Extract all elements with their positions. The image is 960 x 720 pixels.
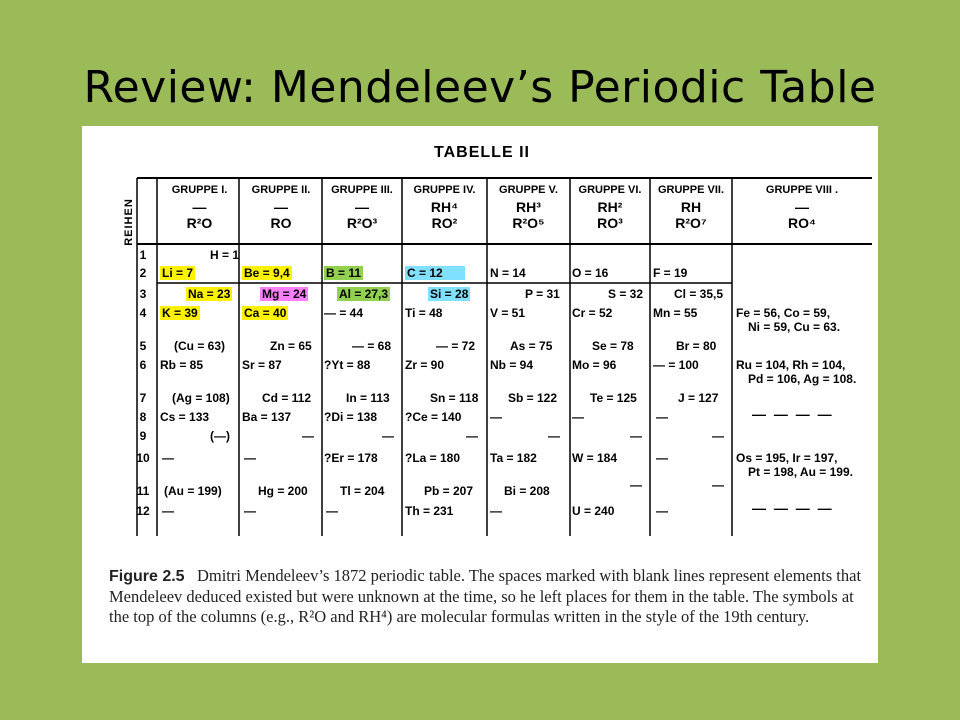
element-cell: Ba = 137	[242, 410, 292, 424]
element-cell	[260, 287, 308, 301]
element-cell: —	[244, 451, 256, 465]
element-cell: Cs = 133	[160, 410, 210, 424]
figure-label: Figure 2.5	[109, 568, 185, 585]
element-cell: — = 44	[324, 306, 364, 320]
element-cell: O = 16	[572, 266, 609, 280]
element-cell: Te = 125	[590, 391, 637, 405]
group-name: GRUPPE VIII .	[765, 184, 839, 196]
element-cell: Pb = 207	[424, 484, 474, 498]
element-cell: Zn = 65	[270, 339, 312, 353]
element-cell	[160, 266, 195, 280]
reihen-label: REIHEN	[123, 198, 135, 246]
element-cell: —	[656, 451, 668, 465]
caption-text: Dmitri Mendeleev’s 1872 periodic table. The spaces marked with blank lines represent elements that Mendeleev deduced existed but were unknown at the time, so he left places for them in the table. The symbols at the top of the columns (e.g., R²O and RH⁴) are molecular formulas written in the style of the 19th century.	[109, 566, 862, 626]
group-oxide: R²O⁵	[512, 215, 545, 231]
unknown-element-dashes: — — — —	[752, 406, 834, 422]
element-cell: Sr = 87	[242, 358, 282, 372]
group-oxide: RO²	[431, 215, 458, 231]
element-cell: Rb = 85	[160, 358, 204, 372]
row-number: 3	[139, 287, 147, 301]
group-name: GRUPPE V.	[499, 184, 558, 196]
element-cell: —	[162, 451, 174, 465]
element-cell: ?Er = 178	[324, 451, 378, 465]
group-header-3	[322, 184, 402, 231]
element-cell: Nb = 94	[490, 358, 534, 372]
element-cell: Th = 231	[405, 504, 454, 518]
element-label: Be = 9,4	[244, 266, 290, 280]
table-title: TABELLE II	[434, 144, 530, 161]
element-cell: Zr = 90	[405, 358, 445, 372]
group-hydride: —	[192, 199, 207, 215]
row-number: 10	[136, 451, 150, 465]
group-header-6	[570, 184, 650, 231]
element-cell: Tl = 204	[340, 484, 385, 498]
group-hydride: RH	[680, 199, 702, 215]
element-label: Na = 23	[188, 287, 231, 301]
element-label: Si = 28	[430, 287, 469, 301]
row-number: 5	[139, 339, 147, 353]
element-cell: Pd = 106, Ag = 108.	[748, 372, 857, 386]
element-cell: —	[656, 504, 668, 518]
element-cell: — = 100	[653, 358, 699, 372]
element-cell: Cl = 35,5	[674, 287, 724, 301]
element-cell: Br = 80	[676, 339, 717, 353]
element-cell: (—)	[210, 429, 230, 443]
periodic-table-figure	[82, 126, 878, 663]
element-label: K = 39	[162, 306, 198, 320]
group-oxide: RO³	[597, 215, 623, 231]
element-cell: Sn = 118	[430, 391, 479, 405]
element-cell: ?Yt = 88	[324, 358, 371, 372]
group-header-8	[732, 184, 872, 231]
element-cell: (Ag = 108)	[172, 391, 230, 405]
element-cell: In = 113	[346, 391, 390, 405]
element-cell: — = 68	[352, 339, 392, 353]
element-cell: —	[572, 410, 584, 424]
element-cell: ?Di = 138	[324, 410, 378, 424]
figure-caption	[109, 566, 865, 627]
slide-title: Review: Mendeleev’s Periodic Table	[83, 62, 877, 113]
group-header-2	[240, 184, 322, 231]
element-cell: V = 51	[490, 306, 526, 320]
group-hydride: —	[355, 199, 369, 215]
element-cell: Hg = 200	[258, 484, 308, 498]
group-oxide: RO⁴	[788, 215, 816, 231]
element-label: Ca = 40	[244, 306, 287, 320]
group-name: GRUPPE VII.	[657, 184, 725, 196]
group-oxide: R²O⁷	[675, 215, 707, 231]
element-cell: W = 184	[572, 451, 618, 465]
group-oxide: R²O	[186, 215, 213, 231]
element-cell: —	[490, 504, 502, 518]
element-cell: U = 240	[572, 504, 615, 518]
element-label: Mg = 24	[262, 287, 307, 301]
element-cell: —	[382, 429, 394, 443]
element-cell: —	[656, 410, 668, 424]
element-cell	[160, 306, 200, 320]
element-cell: Ru = 104, Rh = 104,	[736, 358, 846, 372]
group-name: GRUPPE IV.	[413, 184, 476, 196]
element-cell	[324, 266, 363, 280]
element-cell: As = 75	[510, 339, 553, 353]
element-cell: (Au = 199)	[164, 484, 222, 498]
group-header-1	[160, 184, 239, 231]
element-cell: Cr = 52	[572, 306, 613, 320]
group-oxide: RO	[270, 215, 292, 231]
element-cell: —	[630, 429, 642, 443]
row-number: 7	[139, 391, 147, 405]
element-cell	[242, 266, 292, 280]
element-cell: Sb = 122	[508, 391, 558, 405]
group-header-7	[650, 184, 732, 231]
row-number: 2	[139, 266, 147, 280]
group-hydride: —	[274, 199, 288, 215]
element-label: Li = 7	[162, 266, 194, 280]
element-label: Al = 27,3	[339, 287, 389, 301]
row-number: 11	[136, 484, 150, 498]
element-cell: (Cu = 63)	[174, 339, 226, 353]
element-cell	[186, 287, 232, 301]
element-cell: Ta = 182	[490, 451, 537, 465]
element-cell: Bi = 208	[504, 484, 550, 498]
element-cell: —	[162, 504, 174, 518]
group-hydride: RH⁴	[430, 199, 459, 215]
element-cell: Cd = 112	[262, 391, 312, 405]
group-name: GRUPPE I.	[171, 184, 228, 196]
group-oxide: R²O³	[346, 215, 378, 231]
row-number: 6	[139, 358, 147, 372]
element-cell: Pt = 198, Au = 199.	[748, 465, 853, 479]
element-cell: S = 32	[608, 287, 644, 301]
unknown-element-dashes: — — — —	[752, 500, 834, 516]
element-cell: P = 31	[525, 287, 560, 301]
row-number: 9	[139, 429, 147, 443]
element-cell: F = 19	[653, 266, 688, 280]
element-cell	[428, 287, 470, 301]
element-cell: Se = 78	[592, 339, 634, 353]
element-cell: —	[548, 429, 560, 443]
element-cell: —	[712, 478, 724, 492]
group-header-4	[402, 184, 487, 231]
element-cell	[337, 287, 390, 301]
element-cell: H = 1	[210, 248, 240, 262]
element-cell: — = 72	[436, 339, 476, 353]
element-label: B = 11	[326, 266, 362, 280]
group-hydride: RH³	[516, 199, 541, 215]
row-number: 4	[139, 306, 147, 320]
group-name: GRUPPE II.	[251, 184, 311, 196]
element-cell: —	[302, 429, 314, 443]
element-cell: ?La = 180	[405, 451, 461, 465]
group-hydride: RH²	[597, 199, 623, 215]
element-cell: N = 14	[490, 266, 526, 280]
element-label: C = 12	[405, 266, 465, 280]
element-cell: ?Ce = 140	[405, 410, 462, 424]
element-cell: —	[326, 504, 338, 518]
group-header-5	[487, 184, 570, 231]
group-name: GRUPPE III.	[331, 184, 393, 196]
element-cell: —	[630, 478, 642, 492]
row-number: 12	[136, 504, 150, 518]
element-cell: —	[466, 429, 478, 443]
element-cell: Ti = 48	[405, 306, 443, 320]
element-cell: —	[244, 504, 256, 518]
element-cell: Ni = 59, Cu = 63.	[748, 320, 841, 334]
element-cell: —	[712, 429, 724, 443]
element-cell: Os = 195, Ir = 197,	[736, 451, 838, 465]
group-name: GRUPPE VI.	[578, 184, 642, 196]
row-number: 8	[139, 410, 147, 424]
element-cell: Fe = 56, Co = 59,	[736, 306, 831, 320]
group-hydride: —	[795, 199, 809, 215]
element-cell: Mn = 55	[653, 306, 698, 320]
element-cell: Mo = 96	[572, 358, 617, 372]
element-cell: —	[490, 410, 502, 424]
element-cell: J = 127	[678, 391, 719, 405]
element-cell	[405, 266, 465, 280]
element-cell	[242, 306, 288, 320]
row-number: 1	[139, 248, 147, 262]
